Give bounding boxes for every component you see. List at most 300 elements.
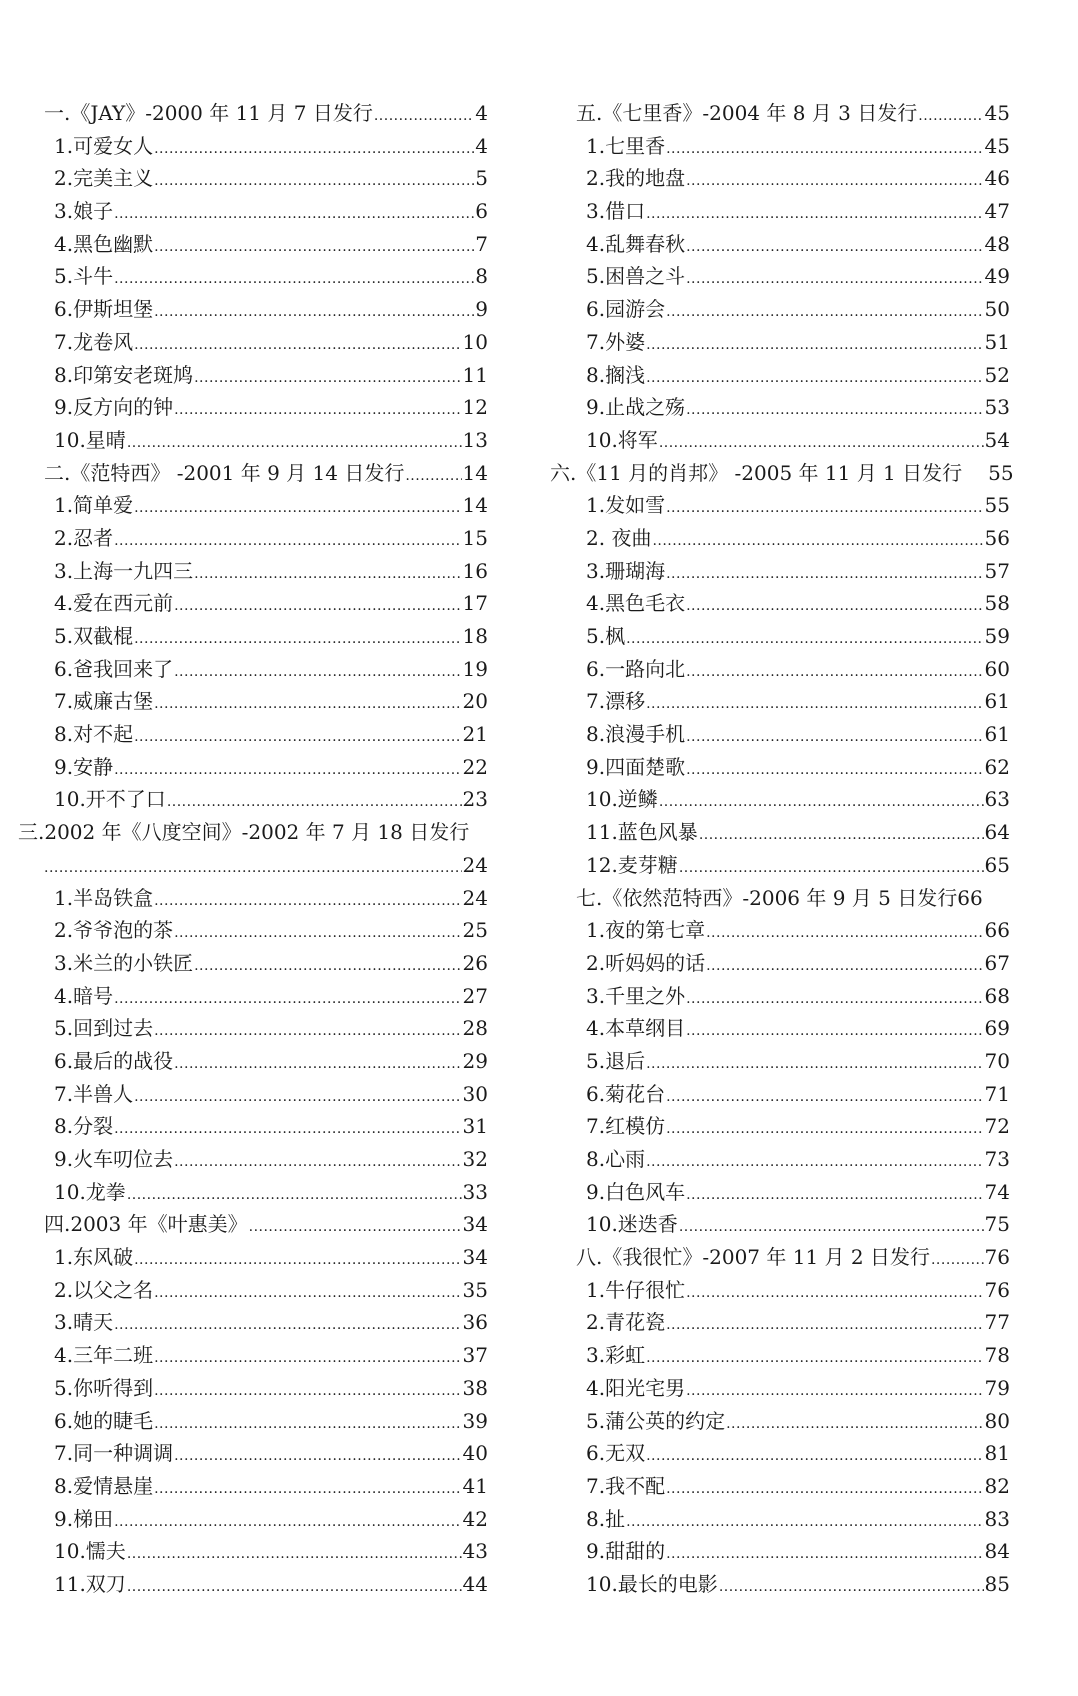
page-number: 79 — [984, 1375, 1010, 1400]
song-title: 6.伊斯坦堡 — [54, 297, 154, 322]
song-title: 7.外婆 — [586, 329, 646, 354]
dot-leader — [686, 754, 983, 787]
toc-song-entry[interactable] — [550, 228, 1010, 261]
toc-song-entry[interactable] — [550, 195, 1010, 228]
dot-leader — [174, 656, 461, 689]
page-number: 14 — [462, 460, 488, 485]
song-title: 10.将军 — [586, 427, 658, 452]
song-title: 6.一路向北 — [586, 656, 686, 681]
dot-leader — [686, 1375, 983, 1408]
song-title: 5.困兽之斗 — [586, 264, 686, 289]
toc-song-entry[interactable] — [550, 1274, 1010, 1307]
dot-leader — [659, 427, 984, 460]
dot-leader — [154, 1342, 461, 1375]
toc-song-entry[interactable] — [550, 816, 1010, 849]
toc-song-entry[interactable] — [18, 162, 488, 195]
page-number: 32 — [462, 1147, 488, 1171]
page-number: 31 — [462, 1114, 488, 1139]
song-title: 2. 夜曲 — [586, 525, 652, 550]
toc-song-entry[interactable] — [18, 326, 488, 359]
toc-song-entry[interactable] — [18, 947, 488, 980]
page-number: 20 — [462, 689, 488, 714]
dot-leader — [194, 362, 461, 395]
page-number: 82 — [984, 1473, 1010, 1498]
page-number: 27 — [462, 983, 488, 1008]
page-number: 83 — [984, 1506, 1010, 1531]
page-number: 81 — [984, 1441, 1010, 1466]
dot-leader — [154, 885, 461, 918]
page-number: 30 — [462, 1081, 488, 1106]
page-number: 39 — [462, 1408, 488, 1433]
page-number: 84 — [984, 1539, 1010, 1564]
toc-song-entry[interactable] — [18, 522, 488, 555]
song-title: 11.蓝色风暴 — [586, 820, 698, 845]
page-number: 43 — [462, 1539, 488, 1564]
dot-leader — [626, 623, 983, 656]
page-number: 13 — [462, 427, 488, 452]
toc-song-entry[interactable] — [550, 1405, 1010, 1438]
dot-leader — [686, 165, 983, 198]
toc-song-entry[interactable] — [550, 1143, 1010, 1176]
page-number: 46 — [984, 166, 1010, 191]
dot-leader — [646, 1048, 983, 1081]
toc-album-entry[interactable] — [18, 1208, 488, 1241]
dot-leader — [699, 819, 984, 852]
dot-leader — [646, 362, 983, 395]
dot-leader — [114, 754, 461, 787]
toc-song-entry[interactable] — [550, 783, 1010, 816]
dot-leader — [626, 1506, 983, 1539]
dot-leader — [646, 688, 983, 721]
toc-song-entry[interactable] — [550, 849, 1010, 882]
song-title: 10.星晴 — [54, 427, 126, 452]
dot-leader — [44, 852, 462, 885]
toc-song-entry[interactable] — [550, 1208, 1010, 1241]
song-title: 6.菊花台 — [586, 1081, 666, 1106]
song-title: 4.黑色毛衣 — [586, 591, 686, 616]
song-title: 2.我的地盘 — [586, 166, 686, 191]
page-number: 49 — [984, 264, 1010, 289]
dot-leader — [686, 263, 983, 296]
song-title: 1.简单爱 — [54, 493, 134, 518]
album-number: 四. — [44, 1212, 71, 1237]
dot-leader — [679, 852, 984, 885]
page-number: 9 — [475, 297, 488, 322]
page-number: 18 — [462, 624, 488, 648]
toc-song-entry[interactable] — [550, 260, 1010, 293]
page-number: 12 — [462, 395, 488, 420]
dot-leader — [686, 394, 983, 427]
toc-song-entry[interactable] — [550, 1012, 1010, 1045]
page-number: 23 — [462, 787, 488, 812]
song-title: 10.龙拳 — [54, 1179, 126, 1204]
dot-leader — [646, 1342, 983, 1375]
page-number: 56 — [984, 525, 1010, 550]
song-title: 3.借口 — [586, 199, 646, 224]
toc-song-entry[interactable] — [550, 424, 1010, 457]
dot-leader — [679, 1211, 984, 1244]
song-title: 10.逆鳞 — [586, 787, 658, 812]
page-number: 74 — [984, 1179, 1010, 1204]
dot-leader — [666, 296, 983, 329]
song-title: 9.甜甜的 — [586, 1539, 666, 1564]
toc-album-entry[interactable] — [18, 97, 488, 130]
dot-leader — [114, 1113, 461, 1146]
toc-song-entry[interactable] — [18, 882, 488, 915]
toc-song-entry[interactable] — [18, 489, 488, 522]
toc-song-entry[interactable] — [18, 914, 488, 947]
song-title: 9.止战之殇 — [586, 395, 686, 420]
song-title: 1.七里香 — [586, 133, 666, 158]
dot-leader — [719, 1571, 984, 1604]
toc-song-entry[interactable] — [550, 587, 1010, 620]
page-number: 34 — [462, 1245, 488, 1270]
toc-song-entry[interactable] — [550, 1045, 1010, 1078]
page-number: 19 — [462, 656, 488, 681]
dot-leader — [134, 1244, 461, 1277]
page-number: 55 — [988, 460, 1014, 485]
dot-leader — [154, 1375, 461, 1408]
toc-song-entry[interactable] — [18, 718, 488, 751]
page-number: 22 — [462, 754, 488, 779]
toc-song-entry[interactable] — [18, 1143, 488, 1176]
toc-song-entry[interactable] — [550, 620, 1010, 653]
page-number: 37 — [462, 1343, 488, 1368]
toc-song-entry[interactable] — [550, 391, 1010, 424]
dot-leader — [114, 1309, 461, 1342]
page-number: 71 — [984, 1081, 1010, 1106]
song-title: 9.反方向的钟 — [54, 395, 174, 420]
album-title: 《11 月的肖邦》 -2005 年 11 月 1 日发行 — [576, 460, 963, 485]
dot-leader — [405, 460, 461, 493]
page-number: 77 — [984, 1310, 1010, 1335]
song-title: 1.牛仔很忙 — [586, 1277, 686, 1302]
toc-song-entry[interactable] — [18, 359, 488, 392]
page-number: 48 — [984, 231, 1010, 256]
song-title: 9.白色风车 — [586, 1179, 686, 1204]
toc-album-entry[interactable] — [550, 457, 1014, 490]
song-title: 9.梯田 — [54, 1506, 114, 1531]
song-title: 8.爱情悬崖 — [54, 1473, 154, 1498]
dot-leader — [174, 1146, 461, 1179]
dot-leader — [659, 786, 984, 819]
page-number: 62 — [984, 754, 1010, 779]
toc-song-entry[interactable] — [18, 424, 488, 457]
page-number: 72 — [984, 1114, 1010, 1139]
toc-song-entry[interactable] — [18, 555, 488, 588]
song-title: 6.最后的战役 — [54, 1048, 174, 1073]
toc-song-entry[interactable] — [550, 1470, 1010, 1503]
page-number: 6 — [475, 199, 488, 224]
song-title: 3.彩虹 — [586, 1343, 646, 1368]
song-title: 4.阳光宅男 — [586, 1375, 686, 1400]
song-title: 1.夜的第七章 — [586, 918, 706, 943]
dot-leader — [127, 1571, 462, 1604]
page-number: 50 — [984, 297, 1010, 322]
toc-song-entry[interactable] — [18, 685, 488, 718]
page-number: 36 — [462, 1310, 488, 1335]
album-title: 《依然范特西》-2006 年 9 月 5 日发行 — [602, 885, 958, 910]
page-number: 8 — [475, 264, 488, 289]
song-title: 3.千里之外 — [586, 983, 686, 1008]
toc-song-entry[interactable] — [550, 130, 1010, 163]
dot-leader — [666, 1309, 983, 1342]
dot-leader — [249, 1211, 462, 1244]
page-number: 47 — [984, 199, 1010, 224]
album-number: 一. — [44, 101, 71, 125]
page-number: 34 — [462, 1212, 488, 1237]
song-title: 7.同一种调调 — [54, 1441, 174, 1466]
toc-song-entry[interactable] — [18, 195, 488, 228]
toc-song-entry[interactable] — [18, 1470, 488, 1503]
toc-song-entry[interactable] — [18, 1045, 488, 1078]
song-title: 1.可爱女人 — [54, 133, 154, 158]
dot-leader — [931, 1244, 984, 1277]
dot-leader — [167, 786, 462, 819]
page-number: 59 — [984, 624, 1010, 648]
song-title: 12.麦芽糖 — [586, 852, 678, 877]
song-title: 5.枫 — [586, 624, 626, 648]
toc-song-entry[interactable] — [550, 293, 1010, 326]
toc-album-entry[interactable] — [18, 457, 488, 490]
toc-song-entry[interactable] — [550, 1503, 1010, 1536]
page-number: 24 — [462, 885, 488, 910]
toc-song-entry[interactable] — [550, 326, 1010, 359]
page-number: 64 — [984, 820, 1010, 845]
dot-leader — [666, 1538, 983, 1571]
toc-song-entry[interactable] — [18, 1339, 488, 1372]
page-number: 26 — [462, 950, 488, 975]
toc-song-entry[interactable] — [18, 1176, 488, 1209]
toc-song-entry[interactable] — [18, 587, 488, 620]
toc-column-left — [18, 97, 488, 1601]
album-number: 六. — [550, 460, 577, 485]
toc-song-entry[interactable] — [18, 228, 488, 261]
toc-album-entry[interactable] — [550, 882, 1010, 915]
page-number: 61 — [984, 689, 1010, 714]
song-title: 1.半岛铁盒 — [54, 885, 154, 910]
dot-leader — [154, 133, 474, 166]
song-title: 5.回到过去 — [54, 1016, 154, 1041]
toc-song-entry[interactable] — [18, 1306, 488, 1339]
song-title: 8.心雨 — [586, 1147, 646, 1171]
dot-leader — [174, 590, 461, 623]
toc-album-entry[interactable] — [550, 1241, 1010, 1274]
dot-leader — [154, 231, 474, 264]
page-number: 58 — [984, 591, 1010, 616]
page-number: 65 — [984, 852, 1010, 877]
song-title: 3.晴天 — [54, 1310, 114, 1335]
song-title: 8.对不起 — [54, 722, 134, 747]
page-number: 60 — [984, 656, 1010, 681]
page-number: 57 — [984, 558, 1010, 583]
toc-song-entry[interactable] — [18, 1110, 488, 1143]
dot-leader — [666, 558, 983, 591]
song-title: 2.听妈妈的话 — [586, 950, 706, 975]
page-number: 4 — [475, 133, 488, 158]
dot-leader — [726, 1408, 983, 1441]
dot-leader — [652, 525, 983, 558]
toc-song-entry[interactable] — [550, 1078, 1010, 1111]
toc-song-entry[interactable] — [550, 980, 1010, 1013]
song-title: 7.半兽人 — [54, 1081, 134, 1106]
dot-leader — [686, 1015, 983, 1048]
dot-leader — [127, 1179, 462, 1212]
toc-song-entry[interactable] — [18, 1568, 488, 1601]
toc-song-entry[interactable] — [550, 522, 1010, 555]
page-number: 24 — [462, 852, 488, 877]
dot-leader — [686, 590, 983, 623]
toc-song-entry[interactable] — [18, 1503, 488, 1536]
dot-leader — [134, 1081, 461, 1114]
dot-leader — [706, 950, 983, 983]
toc-song-entry[interactable] — [18, 1535, 488, 1568]
toc-song-entry[interactable] — [18, 260, 488, 293]
toc-song-entry[interactable] — [550, 1176, 1010, 1209]
toc-song-entry[interactable] — [18, 1437, 488, 1470]
toc-song-entry[interactable] — [550, 162, 1010, 195]
toc-song-entry[interactable] — [18, 130, 488, 163]
toc-song-entry[interactable] — [550, 1568, 1010, 1601]
toc-song-entry[interactable] — [550, 653, 1010, 686]
toc-song-entry[interactable] — [550, 359, 1010, 392]
dot-leader — [194, 558, 461, 591]
song-title: 7.龙卷风 — [54, 329, 134, 354]
page-number: 4 — [475, 101, 488, 125]
song-title: 9.安静 — [54, 754, 114, 779]
page-number: 55 — [984, 493, 1010, 518]
song-title: 5.你听得到 — [54, 1375, 154, 1400]
dot-leader — [706, 917, 983, 950]
page-number: 14 — [462, 493, 488, 518]
song-title: 8.印第安老斑鸠 — [54, 362, 194, 387]
page-number: 53 — [984, 395, 1010, 420]
dot-leader — [154, 296, 474, 329]
page-number: 63 — [984, 787, 1010, 812]
page-number: 78 — [984, 1343, 1010, 1368]
toc-song-entry[interactable] — [550, 1372, 1010, 1405]
toc-album-entry[interactable] — [18, 816, 488, 849]
song-title: 4.本草纲目 — [586, 1016, 686, 1041]
dot-leader — [114, 198, 474, 231]
song-title: 5.双截棍 — [54, 624, 134, 648]
page-number: 16 — [462, 558, 488, 583]
song-title: 9.火车叨位去 — [54, 1147, 174, 1171]
album-title: 2002 年《八度空间》-2002 年 7 月 18 日发行 — [44, 820, 470, 845]
page-number: 76 — [984, 1277, 1010, 1302]
page-number: 17 — [462, 591, 488, 616]
toc-song-entry[interactable] — [18, 1405, 488, 1438]
dot-leader — [154, 1473, 461, 1506]
song-title: 8.浪漫手机 — [586, 722, 686, 747]
dot-leader — [127, 427, 462, 460]
song-title: 1.东风破 — [54, 1245, 134, 1270]
toc-song-entry[interactable] — [550, 555, 1010, 588]
dot-leader — [134, 329, 461, 362]
song-title: 7.漂移 — [586, 689, 646, 714]
page-number: 7 — [475, 231, 488, 256]
song-title: 6.爸我回来了 — [54, 656, 174, 681]
page-number: 42 — [462, 1506, 488, 1531]
toc-song-entry[interactable] — [18, 783, 488, 816]
toc-song-entry[interactable] — [550, 489, 1010, 522]
page-number: 70 — [984, 1048, 1010, 1073]
song-title: 11.双刀 — [54, 1571, 126, 1596]
toc-song-entry[interactable] — [550, 1110, 1010, 1143]
toc-song-entry[interactable] — [550, 751, 1010, 784]
page-number: 45 — [984, 133, 1010, 158]
page-number: 25 — [462, 918, 488, 943]
toc-song-entry[interactable] — [18, 1012, 488, 1045]
dot-leader — [686, 1277, 983, 1310]
dot-leader — [666, 1473, 983, 1506]
song-title: 8.分裂 — [54, 1114, 114, 1139]
toc-song-entry[interactable] — [550, 718, 1010, 751]
song-title: 3.上海一九四三 — [54, 558, 194, 583]
page-number: 66 — [957, 885, 983, 910]
dot-leader — [666, 1081, 983, 1114]
toc-song-entry[interactable] — [18, 980, 488, 1013]
toc-song-entry[interactable] — [550, 947, 1010, 980]
dot-leader — [646, 329, 983, 362]
song-title: 3.娘子 — [54, 199, 114, 224]
album-number: 二. — [44, 460, 71, 485]
toc-song-entry[interactable] — [18, 1372, 488, 1405]
dot-leader — [666, 1113, 983, 1146]
page-number: 61 — [984, 722, 1010, 747]
toc-song-entry[interactable] — [550, 685, 1010, 718]
toc-song-entry[interactable] — [550, 1339, 1010, 1372]
song-title: 2.忍者 — [54, 525, 114, 550]
dot-leader — [174, 917, 461, 950]
song-title: 4.爱在西元前 — [54, 591, 174, 616]
page-number: 40 — [462, 1441, 488, 1466]
page-number: 69 — [984, 1016, 1010, 1041]
page-number: 73 — [984, 1147, 1010, 1171]
toc-song-entry[interactable] — [18, 620, 488, 653]
dot-leader — [194, 950, 461, 983]
dot-leader — [174, 394, 461, 427]
dot-leader — [174, 1048, 461, 1081]
dot-leader — [666, 133, 983, 166]
toc-song-entry[interactable] — [18, 1078, 488, 1111]
toc-song-entry[interactable] — [550, 914, 1010, 947]
toc-song-entry[interactable] — [18, 751, 488, 784]
toc-song-entry[interactable] — [18, 653, 488, 686]
toc-song-entry[interactable] — [18, 391, 488, 424]
toc-song-entry[interactable] — [18, 1274, 488, 1307]
dot-leader — [154, 688, 461, 721]
page-number: 11 — [462, 362, 488, 387]
album-title: 《我很忙》-2007 年 11 月 2 日发行 — [602, 1245, 930, 1270]
toc-song-entry[interactable] — [18, 293, 488, 326]
song-title: 2.完美主义 — [54, 166, 154, 191]
song-title: 4.乱舞春秋 — [586, 231, 686, 256]
toc-album-entry-continued[interactable] — [18, 849, 488, 882]
toc-song-entry[interactable] — [550, 1306, 1010, 1339]
song-title: 2.以父之名 — [54, 1277, 154, 1302]
toc-song-entry[interactable] — [550, 1535, 1010, 1568]
dot-leader — [154, 1015, 461, 1048]
toc-album-entry[interactable] — [550, 97, 1010, 130]
album-number: 八. — [576, 1245, 603, 1270]
album-title: 《JAY》-2000 年 11 月 7 日发行 — [70, 101, 373, 125]
toc-song-entry[interactable] — [550, 1437, 1010, 1470]
dot-leader — [646, 198, 983, 231]
dot-leader — [114, 1506, 461, 1539]
toc-song-entry[interactable] — [18, 1241, 488, 1274]
dot-leader — [686, 231, 983, 264]
